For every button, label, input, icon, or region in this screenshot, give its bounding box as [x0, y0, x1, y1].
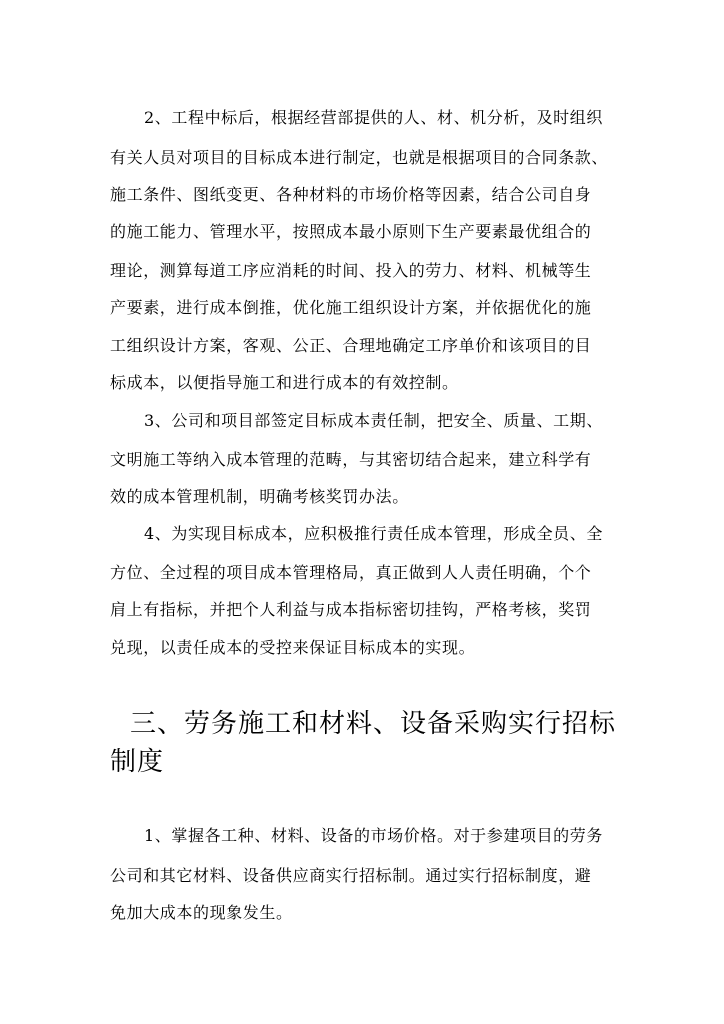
- paragraph-line: 公司和其它材料、设备供应商实行招标制。通过实行招标制度，避: [110, 866, 592, 885]
- paragraph-line: 免加大成本的现象发生。: [110, 903, 293, 922]
- paragraph-line: 肩上有指标，并把个人利益与成本指标密切挂钩，严格考核，奖罚: [110, 600, 592, 619]
- heading-line: 制度: [110, 747, 165, 777]
- paragraph-line: 兑现，以责任成本的受控来保证目标成本的实现。: [110, 638, 476, 657]
- paragraph-line: 产要素，进行成本倒推，优化施工组织设计方案，并依据优化的施: [110, 298, 592, 317]
- paragraph-line: 1、掌握各工种、材料、设备的市场价格。对于参建项目的劳务: [144, 826, 603, 845]
- paragraph-line: 理论，测算每道工序应消耗的时间、投入的劳力、材料、机械等生: [110, 261, 592, 280]
- paragraph-line: 文明施工等纳入成本管理的范畴，与其密切结合起来，建立科学有: [110, 450, 592, 469]
- heading-line: 三、劳务施工和材料、设备采购实行招标: [130, 709, 617, 739]
- paragraph-line: 工组织设计方案，客观、公正、合理地确定工序单价和该项目的目: [110, 336, 592, 355]
- paragraph-line: 2、工程中标后，根据经营部提供的人、材、机分析，及时组织: [144, 108, 603, 127]
- paragraph-line: 有关人员对项目的目标成本进行制定，也就是根据项目的合同条款、: [110, 148, 609, 167]
- paragraph-line: 标成本，以便指导施工和进行成本的有效控制。: [110, 373, 459, 392]
- paragraph-line: 施工条件、图纸变更、各种材料的市场价格等因素，结合公司自身: [110, 185, 592, 204]
- paragraph-line: 的施工能力、管理水平，按照成本最小原则下生产要素最优组合的: [110, 222, 592, 241]
- paragraph-line: 4、为实现目标成本，应积极推行责任成本管理，形成全员、全: [144, 524, 603, 543]
- paragraph-line: 方位、全过程的项目成本管理格局，真正做到人人责任明确，个个: [110, 563, 592, 582]
- paragraph-line: 3、公司和项目部签定目标成本责任制，把安全、质量、工期、: [144, 411, 603, 430]
- paragraph-line: 效的成本管理机制，明确考核奖罚办法。: [110, 487, 409, 506]
